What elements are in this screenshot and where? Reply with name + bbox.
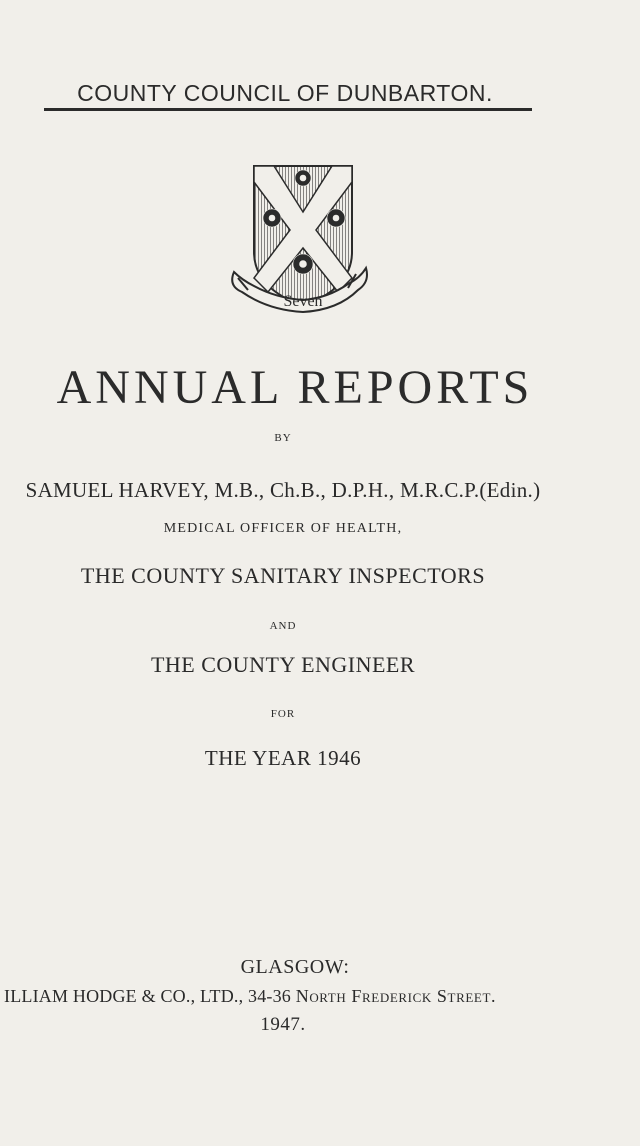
publisher-street: North Frederick Street. (295, 986, 497, 1006)
publisher-name: ILLIAM HODGE & CO., LTD., 34-36 (4, 986, 292, 1006)
imprint-city: GLASGOW: (240, 956, 350, 978)
imprint-year: 1947. (260, 1014, 306, 1035)
report-title: ANNUAL REPORTS (56, 361, 534, 414)
and-label: AND (269, 620, 297, 632)
coat-of-arms-icon (228, 160, 370, 328)
author-name: SAMUEL HARVEY, M.B., Ch.B., D.P.H., M.R.C.P.(Edin.) (25, 478, 541, 502)
sanitary-inspectors: THE COUNTY SANITARY INSPECTORS (80, 563, 486, 588)
imprint-publisher (0, 986, 640, 1007)
for-label: FOR (270, 708, 296, 720)
by-label: BY (274, 432, 292, 444)
council-heading: COUNTY COUNCIL OF DUNBARTON. (77, 80, 493, 106)
author-role: MEDICAL OFFICER OF HEALTH, (163, 521, 403, 536)
county-engineer: THE COUNTY ENGINEER (150, 652, 416, 677)
report-year: THE YEAR 1946 (204, 746, 362, 770)
crest-motto: Seven (283, 293, 323, 310)
heading-underline (44, 108, 532, 111)
